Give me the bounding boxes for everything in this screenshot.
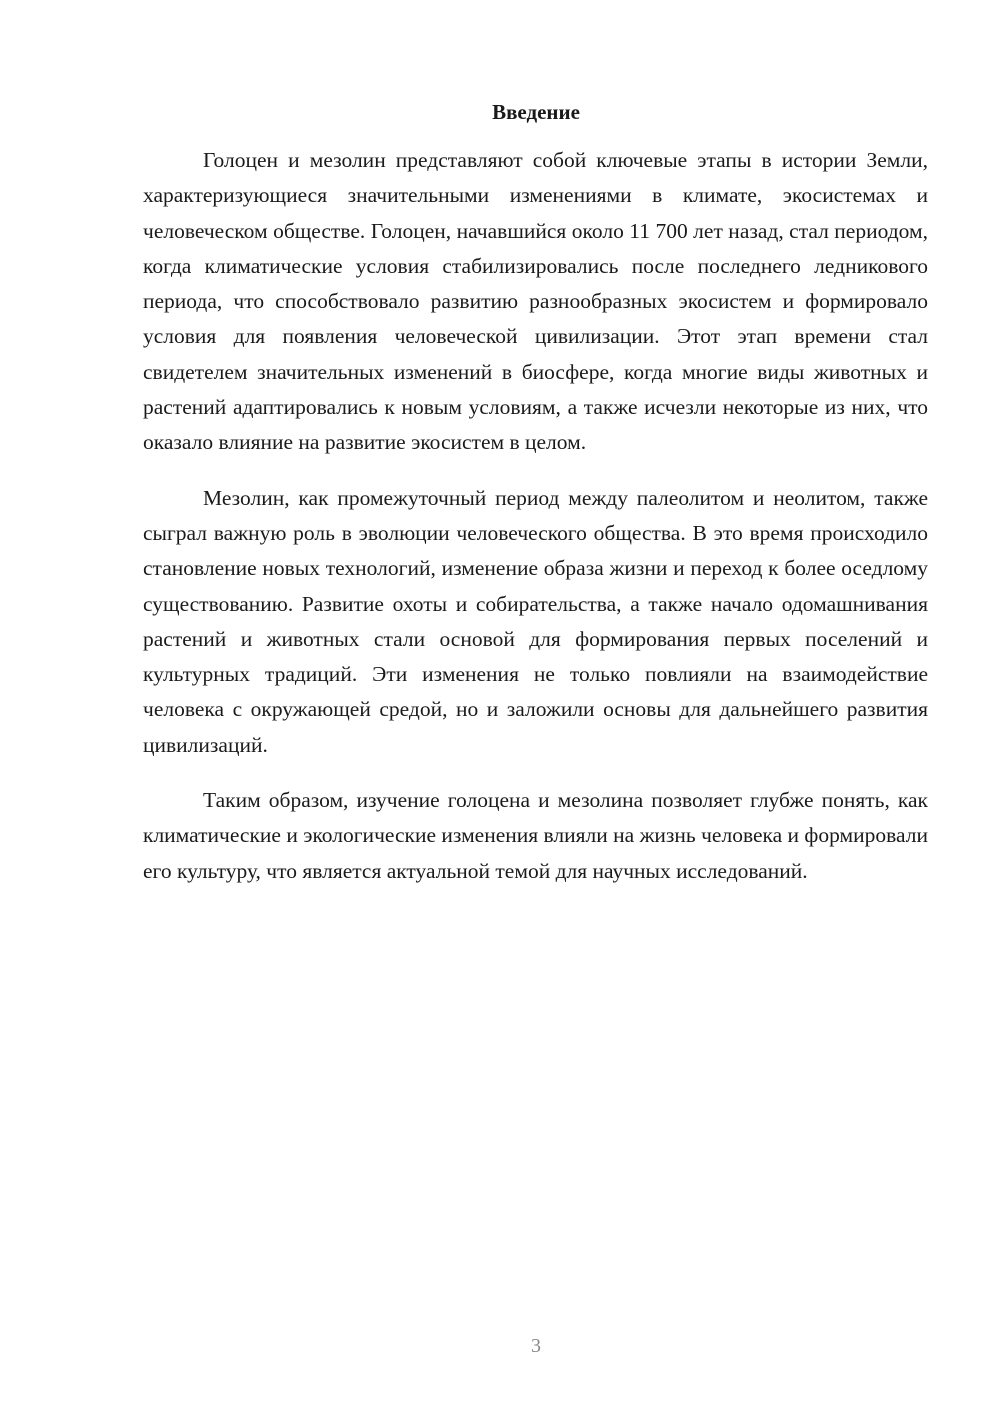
body-text [143,143,928,889]
paragraph-1: Голоцен и мезолин представляют собой ключевые этапы в истории Земли, характеризующиеся значительными изменениями в климате, экосистемах и человеческом обществе. Голоцен, начавшийся около 11 700 лет назад, стал периодом, когда климатические условия стабилизировались после последнего ледникового периода, что способствовало развитию разнообразных экосистем и формировало условия для появления человеческой цивилизации. Этот этап времени стал свидетелем значительных изменений в биосфере, когда многие виды животных и растений адаптировались к новым условиям, а также исчезли некоторые из них, что оказало влияние на развитие экосистем в целом. [143,148,928,455]
paragraph-2: Мезолин, как промежуточный период между палеолитом и неолитом, также сыграл важную роль в эволюции человеческого общества. В это время происходило становление новых технологий, изменение образа жизни и переход к более оседлому существованию. Развитие охоты и собирательства, а также начало одомашнивания растений и животных стали основой для формирования первых поселений и культурных традиций. Эти изменения не только повлияли на взаимодействие человека с окружающей средой, но и заложили основы для дальнейшего развития цивилизаций. [143,485,928,757]
paragraph-3: Таким образом, изучение голоцена и мезолина позволяет глубже понять, как климатические и экологические изменения влияли на жизнь человека и формировали его культуру, что является актуальной темой для научных исследований. [143,788,928,883]
page-number: 3 [531,1335,541,1357]
section-heading: Введение [492,100,580,124]
